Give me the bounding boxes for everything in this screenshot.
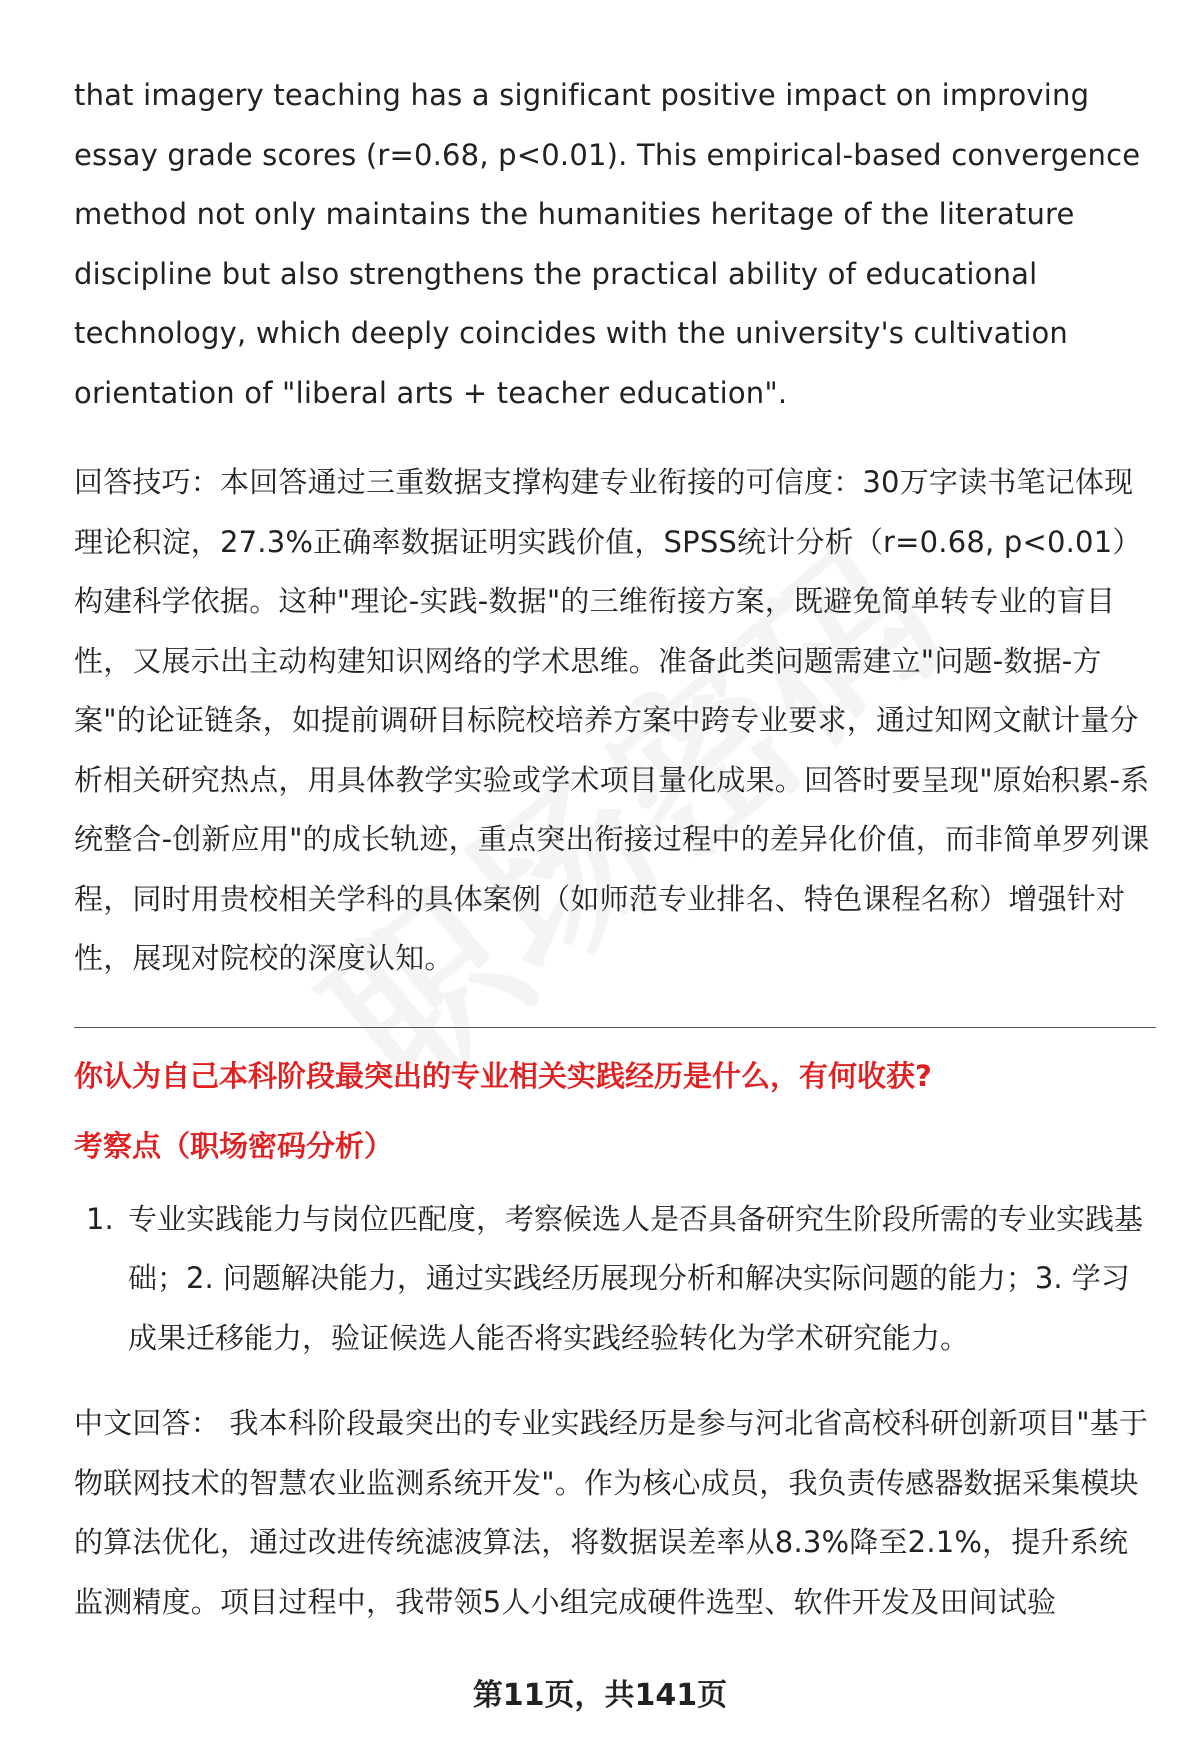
answer-paragraph: 中文回答： 我本科阶段最突出的专业实践经历是参与河北省高校科研创新项目"基于物联网技术的智慧农业监测系统开发"。作为核心成员，我负责传感器数据采集模块的算法优化，通过改进传统滤波算法，将数据误差率从8.3%降至2.1%，提升系统监测精度。项目过程中，我带领5人小组完成硬件选型、软件开发及田间试验 (74, 1406, 1149, 1619)
analysis-list (74, 1190, 1156, 1369)
section-heading: 考察点（职场密码分析） (74, 1128, 394, 1163)
list-item-text: 专业实践能力与岗位匹配度，考察候选人是否具备研究生阶段所需的专业实践基础；2. 问题解决能力，通过实践经历展现分析和解决实际问题的能力；3. 学习成果迁移能力，验证候选人能否将实践经验转化为学术研究能力。 (128, 1201, 1144, 1355)
document-page (74, 66, 1156, 1632)
list-item (74, 1190, 1156, 1369)
intro-paragraph: that imagery teaching has a significant positive impact on improving essay grade scores (r=0.68, p<0.01). This empirical-based convergence method not only maintains the humanities heritage of the literature discipline but also strengthens the practical ability of educational technology, which deeply coincides with the university's cultivation orientation of "liberal arts + teacher education". (74, 78, 1141, 410)
page-footer: 第11页，共141页 (472, 1678, 728, 1713)
section-divider (74, 1027, 1156, 1028)
question-heading: 你认为自己本科阶段最突出的专业相关实践经历是什么，有何收获? (74, 1058, 932, 1093)
tips-paragraph: 回答技巧：本回答通过三重数据支撑构建专业衔接的可信度：30万字读书笔记体现理论积淀，27.3%正确率数据证明实践价值，SPSS统计分析（r=0.68, p<0.01）构建科学依据。这种"理论-实践-数据"的三维衔接方案，既避免简单转专业的盲目性，又展示出主动构建知识网络的学术思维。准备此类问题需建立"问题-数据-方案"的论证链条，如提前调研目标院校培养方案中跨专业要求，通过知网文献计量分析相关研究热点，用具体教学实验或学术项目量化成果。回答时要呈现"原始积累-系统整合-创新应用"的成长轨迹，重点突出衔接过程中的差异化价值，而非简单罗列课程，同时用贵校相关学科的具体案例（如师范专业排名、特色课程名称）增强针对性，展现对院校的深度认知。 (74, 465, 1150, 975)
list-item-number: 1. (86, 1201, 114, 1236)
